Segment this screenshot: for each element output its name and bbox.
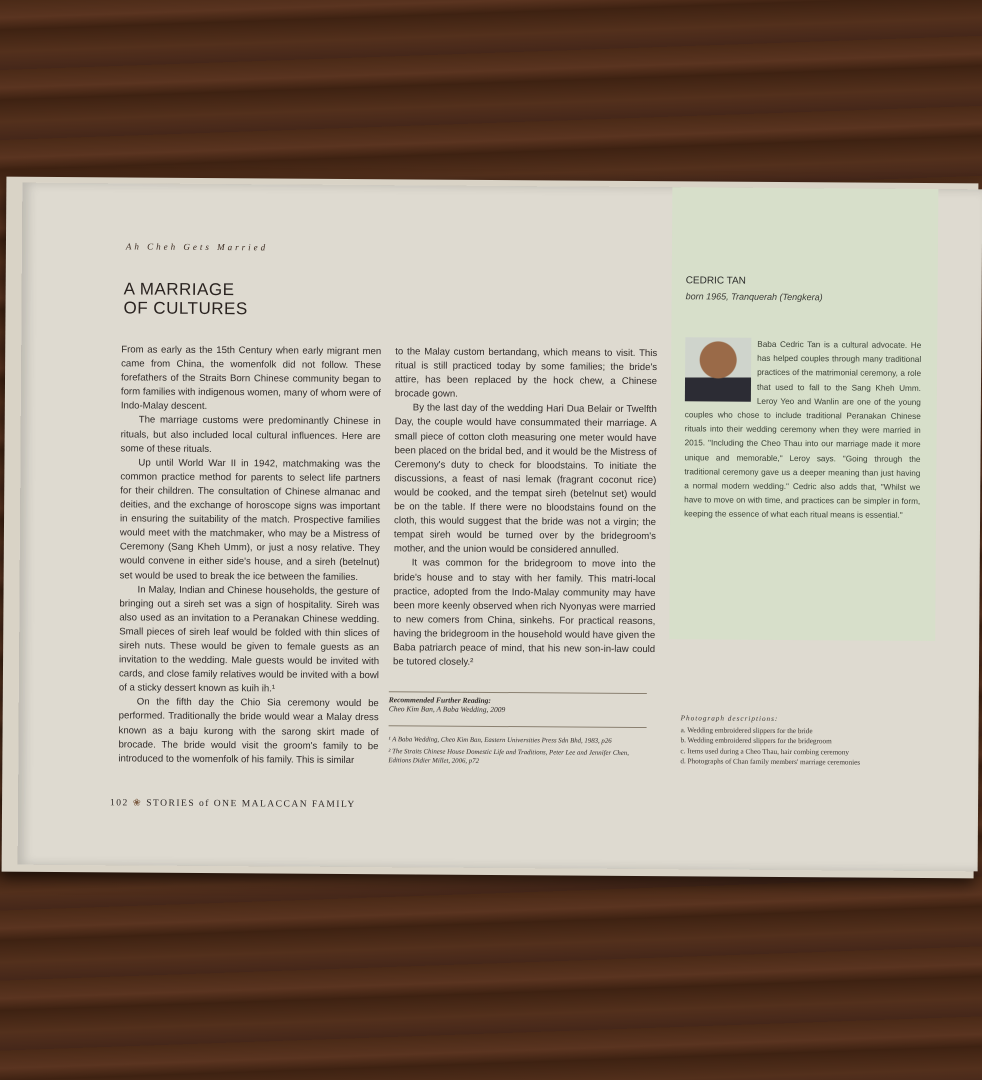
- body-column-2: [393, 345, 657, 671]
- sidebar-text-block: [684, 337, 921, 523]
- divider: [389, 725, 647, 728]
- further-reading-item: Cheo Kim Ban, A Baba Wedding, 2009: [388, 704, 506, 715]
- title-line-1: A MARRIAGE: [123, 279, 235, 300]
- further-reading: [389, 695, 506, 714]
- sidebar-text: Baba Cedric Tan is a cultural advocate. He has helped couples through many traditional practices of the matrimonial ceremony, a role that used to fall to the Sang Kheh Umm. Leroy Yeo and Wanlin are one of the young couples who chose to include traditional Peranakan Chinese rituals into their wedding ceremony when they were married in 2015. "Including the Cheo Thau into our marriage made it more unique and memorable," Leroy says. "Going through the traditional ceremony gave us a deeper meaning than just having a normal modern wedding." Cedric also adds that, "Whilst we have to move on with time, and practices can be simpler in form, keeping the essence of what each ritual means is essential.": [684, 339, 922, 521]
- chapter-title: [123, 279, 343, 319]
- page-footer: [110, 797, 356, 810]
- footnote: ¹ A Baba Wedding, Cheo Kim Ban, Eastern Universities Press Sdn Bhd, 1983, p26: [388, 736, 612, 745]
- paragraph: It was common for the bridegroom to move into the bride's house and to stay with her family. This matri-local practice, adopted from the Indo-Malay community may have been more keenly observed when rich Nyonyas were married to new comers from China, sinkehs. For practical reasons, having the bridegroom in the household would have given the Baba patriarch peace of mind, that his new son-in-law could be tutored closely.²: [393, 557, 656, 668]
- sidebar-born: born 1965, Tranquerah (Tengkera): [685, 291, 823, 303]
- paragraph: The marriage customs were predominantly Chinese in rituals, but also included local cultural influences. Here are some of these rituals.: [120, 414, 381, 455]
- paragraph: to the Malay custom bertandang, which means to visit. This ritual is still practiced today by some families; the bride's attire, has been replaced by the hock chew, a Chinese brocade gown.: [394, 346, 658, 400]
- paragraph: By the last day of the wedding Hari Dua Belair or Twelfth Day, the couple would have consummated their marriage. A small piece of cotton cloth measuring one meter would have been placed on the bridal bed, and it would be the Mistress of Ceremony's duty to check for bloodstains. To initiate the discussions, a feast of nasi lemak (fragrant coconut rice) would be cooked, and the tempat sireh (betelnut set) would be on the table. If there were no bloodstains found on the cloth, this would suggest that the bride was not a virgin; the tempat sireh would be turned over by the bridegroom's mother, and the union would be considered annulled.: [393, 402, 657, 557]
- book-page: [18, 183, 982, 872]
- body-column-1: [118, 343, 381, 768]
- book-title: STORIES of ONE MALACCAN FAMILY: [146, 798, 356, 810]
- footnote: ² The Straits Chinese House Domestic Life and Traditions, Peter Lee and Jennifer Chen, Editions Didier Millet, 2006, p72: [388, 748, 629, 765]
- footnotes: [388, 735, 648, 770]
- photo-desc-item: d. Photographs of Chan family members' marriage ceremonies: [680, 757, 861, 767]
- photo-desc-item: a. Wedding embroidered slippers for the bride: [680, 725, 813, 735]
- page-number: 102: [110, 798, 129, 809]
- further-reading-heading: Recommended Further Reading:: [388, 695, 491, 705]
- flower-ornament-icon: ❀: [132, 798, 143, 809]
- photo-desc-item: b. Wedding embroidered slippers for the bridegroom: [680, 736, 832, 746]
- running-head: Ah Cheh Gets Married: [125, 241, 269, 253]
- photo-desc-item: c. Items used during a Cheo Thau, hair combing ceremony: [680, 746, 849, 756]
- divider: [389, 691, 647, 694]
- title-line-2: OF CULTURES: [123, 298, 248, 319]
- sidebar-name: CEDRIC TAN: [685, 275, 746, 287]
- paragraph: In Malay, Indian and Chinese households, the gesture of bringing out a sireh set was a sign of hospitality. Sireh was also used as an invitation to a Peranakan Chinese wedding. Small pieces of sireh leaf would be folded with thin slices of sireh nuts. These would be given to female guests as an invitation to the wedding. Male guests would be invited with cards, and close family relatives would be invited with a bowl of a sticky dessert known as kuih ih.¹: [118, 584, 380, 695]
- paragraph: From as early as the 15th Century when early migrant men came from China, the womenfolk did not follow. These forefathers of the Straits Born Chinese community began to form families with indigenous women, many of whom were of Indo-Malay descent.: [120, 344, 382, 413]
- portrait-photo: [685, 337, 751, 401]
- photo-desc-heading: Photograph descriptions:: [680, 714, 779, 723]
- photo-descriptions: [680, 713, 930, 768]
- paragraph: Up until World War II in 1942, matchmaking was the common practice method for parents to select life partners for their children. The consultation of Chinese almanac and deities, and the exchange of horoscope signs was important in ensuring the suitability of the match. Prospective families would meet with the matchmaker, who may be a Mistress of Ceremony (Sang Kheh Umm), or just a nosy relative. They would convene in either side's house, and a sireh (betelnut) set would be used to break the ice between the families.: [119, 457, 381, 583]
- paragraph: On the fifth day the Chio Sia ceremony would be performed. Traditionally the bride would wear a Malay dress known as a baju kurong with the sarong skirt made of brocade. The bride would visit the groom's family to be introduced to the womenfolk of his family. This is similar: [118, 696, 379, 766]
